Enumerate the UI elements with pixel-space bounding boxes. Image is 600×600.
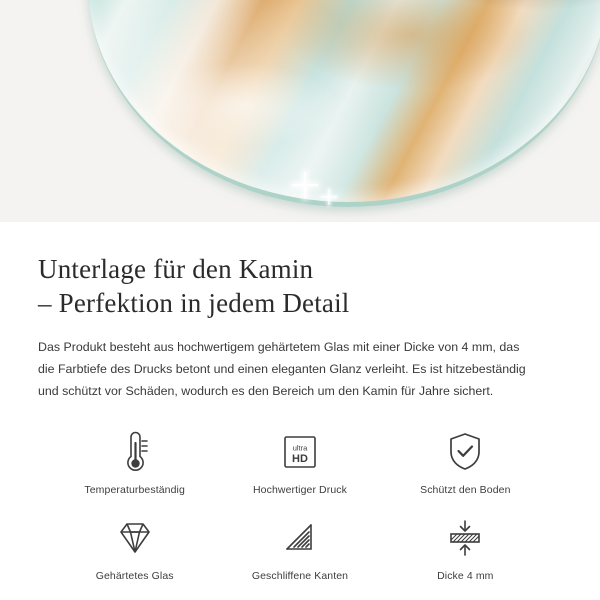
feature-item-floor-protection: [383, 428, 548, 496]
svg-text:ultra: ultra: [292, 443, 308, 453]
page-title-line-1: Unterlage für den Kamin: [38, 254, 314, 284]
feature-item-print-quality: [217, 428, 382, 496]
hero-image: [0, 0, 600, 222]
diamond-icon: [111, 514, 159, 562]
feature-label: Temperaturbeständig: [84, 484, 185, 496]
glass-plate-image: [88, 0, 600, 202]
feature-label: Gehärtetes Glas: [95, 570, 174, 582]
svg-text:HD: HD: [292, 453, 308, 465]
feature-item-tempered-glass: [52, 514, 217, 582]
feature-grid: [38, 428, 562, 582]
content-section: [0, 222, 600, 582]
feature-label: Hochwertiger Druck: [252, 484, 347, 496]
thickness-arrows-icon: [441, 514, 489, 562]
feature-label: Dicke 4 mm: [437, 570, 494, 582]
feature-item-polished-edges: [217, 514, 382, 582]
page-title: [38, 252, 562, 320]
feature-item-thickness: [383, 514, 548, 582]
shield-check-icon: [441, 428, 489, 476]
feature-item-temperature: [52, 428, 217, 496]
ultra-hd-icon: [276, 428, 324, 476]
product-description: Das Produkt besteht aus hochwertigem gehärtetem Glas mit einer Dicke von 4 mm, das die Farbtiefe des Drucks betont und einen eleganten Glanz verleiht. Es ist hitzebeständig und schützt vor Schäden, wodurch es den Bereich um den Kamin für Jahre sichert.: [38, 340, 526, 398]
polished-edges-icon: [276, 514, 324, 562]
feature-label: Schützt den Boden: [420, 484, 511, 496]
feature-label: Geschliffene Kanten: [251, 570, 349, 582]
thermometer-icon: [111, 428, 159, 476]
page-title-line-2: – Perfektion in jedem Detail: [38, 288, 350, 318]
